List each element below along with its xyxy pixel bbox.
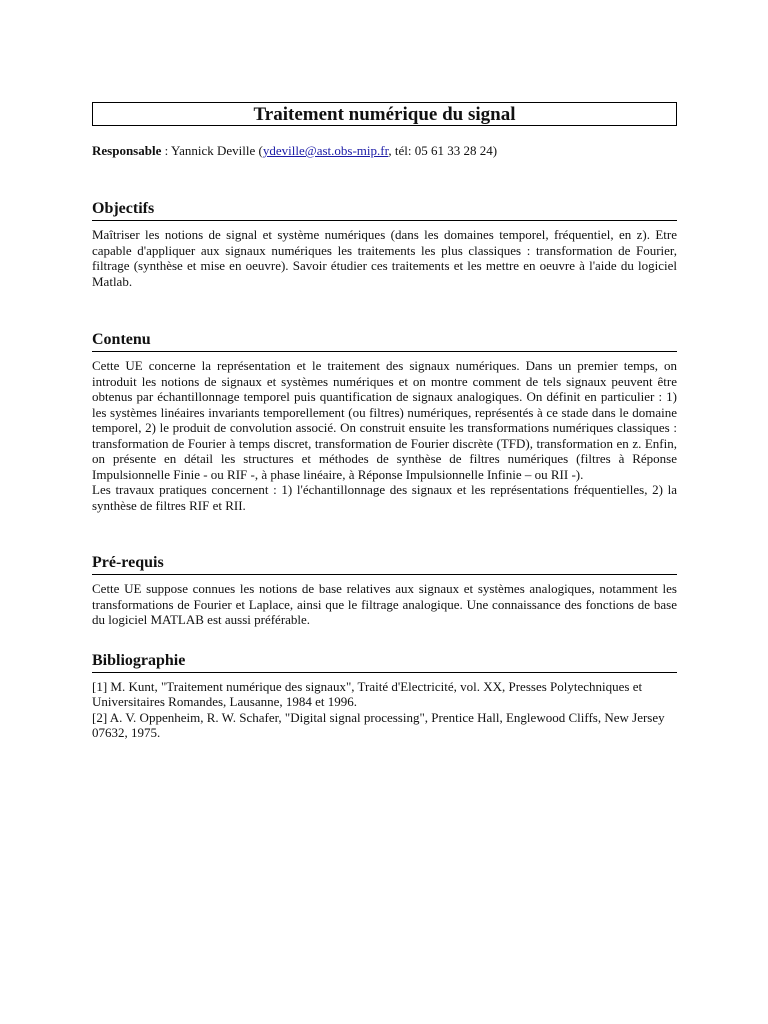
section-prerequis xyxy=(92,553,677,628)
document-page xyxy=(92,102,677,741)
contenu-paragraph-1: Cette UE concerne la représentation et le traitement des signaux numériques. Dans un premier temps, on introduit les notions de signaux et systèmes numériques et on montre comment de tels signaux peuvent être obtenus par échantillonnage temporel puis quantification de signaux analogiques. On définit en particulier : 1) les systèmes linéaires invariants temporellement (ou filtres) numériques, représentés à ce stade dans le domaine temporel, 2) le produit de convolution associé. On construit ensuite les transformations numériques classiques : transformation de Fourier à temps discret, transformation de Fourier discrète (TFD), transformation en z. Enfin, on présente en détail les structures et méthodes de synthèse de filtres numériques (filtres à Réponse Impulsionnelle Finie - ou RIF -, à phase linéaire, à Réponse Impulsionnelle Infinie – ou RII -). xyxy=(92,358,677,482)
section-contenu xyxy=(92,330,677,513)
section-objectifs xyxy=(92,199,677,289)
section-heading-bibliographie: Bibliographie xyxy=(92,651,677,673)
responsable-separator: : xyxy=(161,143,171,158)
document-title: Traitement numérique du signal xyxy=(92,102,677,126)
section-heading-objectifs: Objectifs xyxy=(92,199,677,221)
section-heading-prerequis: Pré-requis xyxy=(92,553,677,575)
responsable-phone: , tél: 05 61 33 28 24) xyxy=(388,143,498,158)
responsable-label: Responsable xyxy=(92,143,162,158)
prerequis-paragraph: Cette UE suppose connues les notions de base relatives aux signaux et systèmes analogiques, notamment les transformations de Fourier et Laplace, ainsi que le filtrage analogique. Une connaissance des fonctions de base du logiciel MATLAB est aussi préférable. xyxy=(92,581,677,627)
responsable-name: Yannick Deville ( xyxy=(171,143,263,158)
bibliography-entry: [2] A. V. Oppenheim, R. W. Schafer, "Digital signal processing", Prentice Hall, Englewood Cliffs, New Jersey 07632, 1975. xyxy=(92,709,665,740)
objectifs-paragraph: Maîtriser les notions de signal et système numériques (dans les domaines temporel, fréquentiel, en z). Etre capable d'appliquer aux signaux numériques les traitements les plus classiques : transformation de Fourier, filtrage (synthèse et mise en oeuvre). Savoir étudier ces traitements et les mettre en oeuvre à l'aide du logiciel Matlab. xyxy=(92,227,677,289)
responsable-line xyxy=(92,143,677,158)
contenu-paragraph-2: Les travaux pratiques concernent : 1) l'échantillonnage des signaux et les représentations fréquentielles, 2) la synthèse de filtres RIF et RII. xyxy=(92,482,677,513)
section-bibliographie xyxy=(92,651,677,741)
email-link[interactable]: ydeville@ast.obs-mip.fr xyxy=(262,143,389,158)
section-heading-contenu: Contenu xyxy=(92,330,677,352)
bibliography-entry: [1] M. Kunt, "Traitement numérique des signaux", Traité d'Electricité, vol. XX, Presses Polytechniques et Universitaires Romandes, Lausanne, 1984 et 1996. xyxy=(92,678,643,709)
